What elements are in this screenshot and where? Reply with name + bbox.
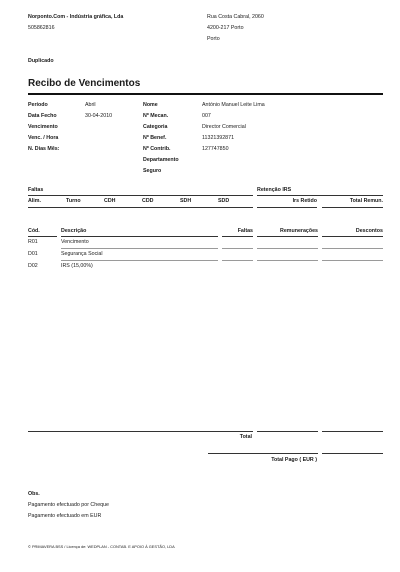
company-address-line1: Rua Costa Cabral, 2060 [207,14,264,20]
absences-line [28,195,253,196]
row-description: IRS (15,00%) [61,263,93,269]
row-description: Vencimento [61,239,89,245]
category-label: Categoria [143,124,168,130]
period-value: Abril [85,102,96,108]
header-remuneracoes: Remunerações [280,228,318,234]
mecan-value: 007 [202,113,211,119]
date-close-label: Data Fecho [28,113,57,119]
row-divider [222,260,253,261]
total-pago-value-line [322,453,383,454]
obs-line: Pagamento efectuado por Cheque [28,502,109,508]
header-faltas: Faltas [237,228,253,234]
header-line-descontos [322,236,383,237]
row-divider [257,260,318,261]
mecan-label: Nº Mecan. [143,113,169,119]
row-divider [322,248,383,249]
header-descontos: Descontos [355,228,383,234]
total-line-remun [257,431,318,432]
company-name: Norponto.Com - Indústria gráfica, Lda [28,14,124,20]
header-line-code [28,236,57,237]
total-label: Total [239,434,252,440]
total-line-left [28,431,253,432]
contrib-value: 127747850 [202,146,229,152]
row-description: Segurança Social [61,251,103,257]
company-city: Porto [207,36,220,42]
department-label: Departamento [143,157,179,163]
row-code: R01 [28,239,38,245]
col-irs-retido: Irs Retido [292,198,317,204]
benef-value: 11321392871 [202,135,235,141]
retention-line [257,195,383,196]
col-alim: Alim. [28,198,41,204]
company-address-line2: 4200-217 Porto [207,25,244,31]
irs-retention-label: Retenção IRS [257,187,292,193]
col-total-remun: Total Remun. [349,198,383,204]
header-code: Cód. [28,228,40,234]
hourly-label: Venc. / Hora [28,135,59,141]
col-turno: Turno [66,198,81,204]
row-divider [61,248,218,249]
absences-label: Faltas [28,187,44,193]
col-sdd: SDD [218,198,230,204]
days-month-label: N. Dias Mês: [28,146,60,152]
document-title: Recibo de Vencimentos [28,78,141,89]
period-label: Período [28,102,48,108]
name-value: António Manuel Leite Lima [202,102,265,108]
benef-label: Nº Benef. [143,135,167,141]
header-line-description [61,236,218,237]
salary-label: Vencimento [28,124,58,130]
title-underline [28,93,383,95]
row-code: D01 [28,251,38,257]
category-value: Director Comercial [202,124,246,130]
date-close-value: 30-04-2010 [85,113,113,119]
absences-underline [28,207,253,208]
row-divider [222,248,253,249]
contrib-label: Nº Contrib. [143,146,171,152]
company-nif: 505862816 [28,25,55,31]
insurance-label: Seguro [143,168,162,174]
obs-label: Obs. [28,491,40,497]
row-divider [257,248,318,249]
header-line-remun [257,236,318,237]
col-cdh: CDH [104,198,116,204]
row-divider [61,260,218,261]
header-line-faltas [222,236,253,237]
row-divider [322,260,383,261]
duplicado-label: Duplicado [28,58,54,64]
total-pago-line [208,453,318,454]
total-line-descontos [322,431,383,432]
col-sdh: SDH [180,198,192,204]
total-pago-label: Total Pago ( EUR ) [271,457,317,463]
obs-line: Pagamento efectuado em EUR [28,513,102,519]
name-label: Nome [143,102,158,108]
col-cdd: CDD [142,198,154,204]
footer-license: © PRIMAVERA BSS / Licença de: WEDPLAN - CONTAB. E APOIO À GESTÃO, LDA [28,544,175,549]
irs-retido-underline [257,207,317,208]
total-remun-underline [322,207,383,208]
header-description: Descrição [61,228,87,234]
row-code: D02 [28,263,38,269]
